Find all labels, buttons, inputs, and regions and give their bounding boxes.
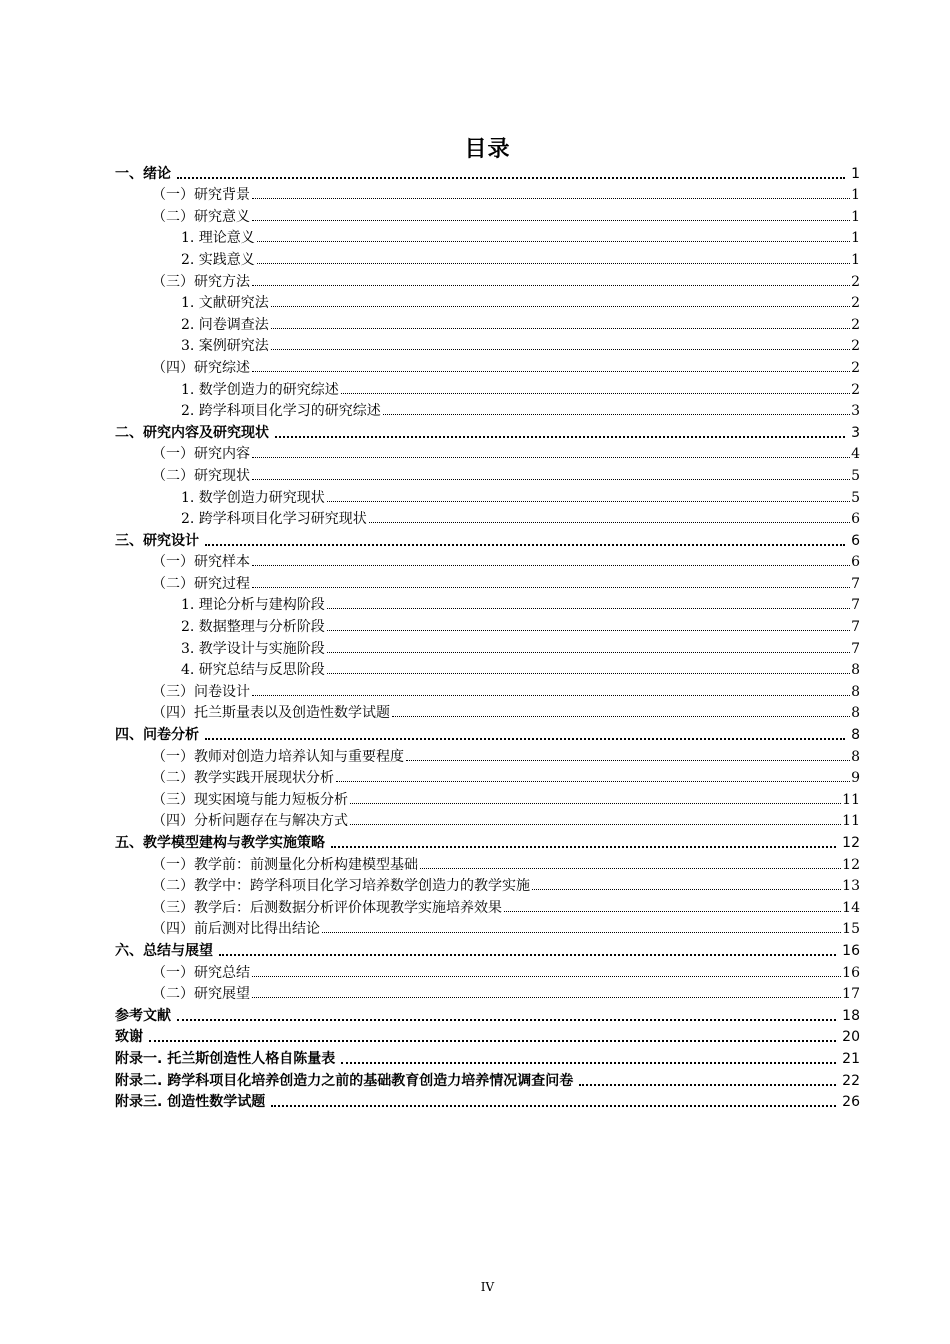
toc-entry-label: 2. 问卷调查法 [181, 316, 269, 333]
toc-entry-page-number: 1 [851, 208, 860, 225]
dot-leader [252, 285, 850, 286]
toc-entry-label: 1. 文献研究法 [181, 295, 269, 312]
toc-entry-label: 2. 跨学科项目化学习研究现状 [181, 511, 367, 528]
toc-entry-page-number: 14 [842, 899, 860, 916]
toc-entry-label: （一）教师对创造力培养认知与重要程度 [152, 748, 404, 765]
dot-leader [252, 695, 850, 696]
toc-entry[interactable] [115, 1069, 860, 1091]
toc-entry-label: 1. 数学创造力研究现状 [181, 489, 325, 506]
dot-leader [336, 781, 850, 782]
dot-leader [275, 436, 845, 438]
toc-entry[interactable] [115, 680, 860, 702]
toc-entry-label: 附录二. 跨学科项目化培养创造力之前的基础教育创造力培养情况调查问卷 [115, 1072, 574, 1089]
page-number: IV [480, 1280, 495, 1294]
toc-entry-page-number: 8 [851, 727, 860, 744]
toc-entry-page-number: 11 [842, 813, 860, 830]
toc-entry-label: 1. 数学创造力的研究综述 [181, 381, 339, 398]
toc-entry-label: 4. 研究总结与反思阶段 [181, 662, 325, 679]
dot-leader [271, 306, 850, 307]
toc-entry-label: （四）托兰斯量表以及创造性数学试题 [152, 705, 390, 722]
toc-entry-label: （三）问卷设计 [152, 683, 250, 700]
toc-entry-label: 五、教学模型建构与教学实施策略 [115, 835, 325, 851]
toc-entry-page-number: 7 [851, 619, 860, 636]
toc-entry[interactable] [115, 248, 860, 270]
toc-entry-label: （二）研究意义 [152, 208, 250, 225]
toc-entry-page-number: 2 [851, 359, 860, 376]
toc-entry-page-number: 3 [851, 424, 860, 441]
toc-entry[interactable] [115, 421, 860, 443]
dot-leader [219, 954, 836, 956]
toc-entry-label: （一）研究样本 [152, 554, 250, 571]
dot-leader [252, 371, 850, 372]
toc-entry[interactable] [115, 637, 860, 659]
toc-entry-page-number: 2 [851, 381, 860, 398]
toc-entry-label: （二）研究现状 [152, 467, 250, 484]
dot-leader [341, 1062, 836, 1064]
toc-entry-page-number: 2 [851, 338, 860, 355]
toc-entry-label: 四、问卷分析 [115, 727, 199, 744]
toc-entry[interactable] [115, 508, 860, 530]
toc-entry-page-number: 6 [851, 532, 860, 549]
toc-entry[interactable] [115, 702, 860, 724]
toc-entry-page-number: 8 [851, 683, 860, 700]
dot-leader [327, 630, 850, 631]
toc-entry-page-number: 12 [842, 856, 860, 873]
toc-entry[interactable] [115, 918, 860, 940]
dot-leader [579, 1084, 836, 1086]
toc-entry-page-number: 8 [851, 662, 860, 679]
dot-leader [350, 803, 841, 804]
toc-entry[interactable] [115, 831, 860, 853]
toc-entry[interactable] [115, 400, 860, 422]
toc-entry-page-number: 5 [851, 467, 860, 484]
toc-entry-page-number: 12 [842, 835, 860, 851]
toc-entry[interactable] [115, 1004, 860, 1026]
toc-entry-page-number: 2 [851, 273, 860, 290]
dot-leader [532, 889, 841, 890]
dot-leader [257, 263, 850, 264]
dot-leader [252, 976, 841, 977]
toc-entry-label: （一）研究背景 [152, 187, 250, 204]
toc-entry[interactable] [115, 767, 860, 789]
toc-entry[interactable] [115, 486, 860, 508]
dot-leader [252, 479, 850, 480]
dot-leader [504, 911, 841, 912]
toc-entry-label: 2. 实践意义 [181, 251, 255, 268]
dot-leader [257, 241, 850, 242]
toc-entry-label: 六、总结与展望 [115, 942, 213, 959]
toc-entry-label: 附录三. 创造性数学试题 [115, 1094, 266, 1111]
toc-entry-page-number: 21 [842, 1050, 860, 1067]
dot-leader [252, 565, 850, 566]
toc-entry-page-number: 5 [851, 489, 860, 506]
dot-leader [252, 997, 841, 998]
toc-entry-page-number: 8 [851, 748, 860, 765]
toc-entry[interactable] [115, 983, 860, 1005]
toc-entry-label: 二、研究内容及研究现状 [115, 424, 269, 441]
toc-entry-label: 1. 理论分析与建构阶段 [181, 597, 325, 614]
dot-leader [252, 457, 850, 458]
dot-leader [271, 328, 850, 329]
toc-entry-label: 1. 理论意义 [181, 230, 255, 247]
dot-leader [327, 673, 850, 674]
dot-leader [149, 1040, 836, 1042]
dot-leader [205, 738, 845, 740]
toc-entry-page-number: 7 [851, 575, 860, 592]
toc-entry-page-number: 11 [842, 791, 860, 808]
toc-entry-page-number: 17 [842, 986, 860, 1003]
toc-entry[interactable] [115, 335, 860, 357]
toc-entry[interactable] [115, 313, 860, 335]
toc-entry[interactable] [115, 292, 860, 314]
toc-entry[interactable] [115, 1047, 860, 1069]
toc-entry-label: （一）教学前：前测量化分析构建模型基础 [152, 856, 418, 873]
toc-entry-page-number: 6 [851, 554, 860, 571]
dot-leader [383, 414, 850, 415]
dot-leader [252, 587, 850, 588]
dot-leader [331, 846, 836, 848]
dot-leader [327, 652, 850, 653]
toc-entry-label: 致谢 [115, 1029, 143, 1046]
toc-entry-label: （二）教学中：跨学科项目化学习培养数学创造力的教学实施 [152, 878, 530, 895]
toc-entry-page-number: 2 [851, 295, 860, 312]
toc-entry[interactable] [115, 551, 860, 573]
toc-entry-page-number: 7 [851, 597, 860, 614]
toc-entry[interactable] [115, 875, 860, 897]
toc-entry[interactable] [115, 184, 860, 206]
dot-leader [252, 220, 850, 221]
toc-entry-page-number: 1 [851, 165, 860, 182]
dot-leader [350, 824, 841, 825]
toc-entry[interactable] [115, 939, 860, 961]
toc-entry-page-number: 8 [851, 705, 860, 722]
toc-entry-label: 3. 教学设计与实施阶段 [181, 640, 325, 657]
dot-leader [392, 716, 850, 717]
toc-entry[interactable] [115, 270, 860, 292]
toc-entry-label: （一）研究内容 [152, 446, 250, 463]
toc-entry[interactable] [115, 594, 860, 616]
toc-entry-label: 附录一. 托兰斯创造性人格自陈量表 [115, 1050, 336, 1067]
toc-entry-page-number: 1 [851, 230, 860, 247]
toc-entry-label: （三）教学后：后测数据分析评价体现教学实施培养效果 [152, 899, 502, 916]
toc-entry-label: 参考文献 [115, 1007, 171, 1024]
toc-entry-page-number: 1 [851, 251, 860, 268]
toc-entry-page-number: 26 [842, 1094, 860, 1111]
toc-entry[interactable] [115, 1091, 860, 1113]
dot-leader [252, 198, 850, 199]
toc-entry-label: （四）分析问题存在与解决方式 [152, 813, 348, 830]
toc-entry-label: 2. 数据整理与分析阶段 [181, 619, 325, 636]
toc-entry-label: 2. 跨学科项目化学习的研究综述 [181, 403, 381, 420]
toc-entry[interactable] [115, 356, 860, 378]
toc-entry-page-number: 6 [851, 511, 860, 528]
dot-leader [406, 760, 850, 761]
toc-entry-label: （一）研究总结 [152, 964, 250, 981]
toc-entry[interactable] [115, 464, 860, 486]
toc-entry[interactable] [115, 896, 860, 918]
toc-entry-page-number: 7 [851, 640, 860, 657]
toc-entry-label: （二）研究过程 [152, 575, 250, 592]
toc-entry-label: （二）教学实践开展现状分析 [152, 770, 334, 787]
toc-entry[interactable] [115, 1026, 860, 1048]
toc-entry[interactable] [115, 443, 860, 465]
toc-entry-label: （二）研究展望 [152, 986, 250, 1003]
toc-entry[interactable] [115, 227, 860, 249]
toc-entry-page-number: 16 [842, 942, 860, 959]
toc-entry-label: 三、研究设计 [115, 532, 199, 549]
toc-title: 目录 [464, 137, 511, 162]
toc-entry-page-number: 18 [842, 1007, 860, 1024]
toc-entry-label: （三）研究方法 [152, 273, 250, 290]
toc-entry-page-number: 9 [851, 770, 860, 787]
dot-leader [205, 544, 845, 546]
dot-leader [271, 349, 850, 350]
dot-leader [322, 932, 841, 933]
dot-leader [327, 608, 850, 609]
toc-entry[interactable] [115, 723, 860, 745]
toc-entry-label: （四）前后测对比得出结论 [152, 921, 320, 938]
dot-leader [420, 868, 841, 869]
dot-leader [271, 1105, 836, 1107]
toc-entry[interactable] [115, 788, 860, 810]
toc-entry-page-number: 15 [842, 921, 860, 938]
dot-leader [177, 1019, 836, 1021]
toc-entry-label: 3. 案例研究法 [181, 338, 269, 355]
toc-entry[interactable] [115, 529, 860, 551]
toc-entry[interactable] [115, 615, 860, 637]
toc-entry-page-number: 22 [842, 1072, 860, 1089]
toc-entry-page-number: 20 [842, 1029, 860, 1046]
toc-entry[interactable] [115, 853, 860, 875]
dot-leader [369, 522, 850, 523]
dot-leader [327, 501, 850, 502]
dot-leader [177, 177, 845, 179]
toc-entry-page-number: 2 [851, 316, 860, 333]
toc-entry[interactable] [115, 659, 860, 681]
toc-entry-page-number: 1 [851, 187, 860, 204]
toc-entry-page-number: 13 [842, 878, 860, 895]
toc-entry[interactable] [115, 378, 860, 400]
toc-entry[interactable] [115, 810, 860, 832]
toc-entry-label: 一、绪论 [115, 165, 171, 182]
toc-entry-page-number: 3 [851, 403, 860, 420]
toc-entry[interactable] [115, 572, 860, 594]
toc-entry[interactable] [115, 745, 860, 767]
toc-entry-page-number: 16 [842, 964, 860, 981]
toc-entry-label: （三）现实困境与能力短板分析 [152, 791, 348, 808]
toc-entry[interactable] [115, 205, 860, 227]
toc-entry[interactable] [115, 162, 860, 184]
dot-leader [341, 393, 850, 394]
toc-entry-label: （四）研究综述 [152, 359, 250, 376]
toc-entry-page-number: 4 [851, 446, 860, 463]
table-of-contents [115, 162, 860, 1112]
toc-entry[interactable] [115, 961, 860, 983]
